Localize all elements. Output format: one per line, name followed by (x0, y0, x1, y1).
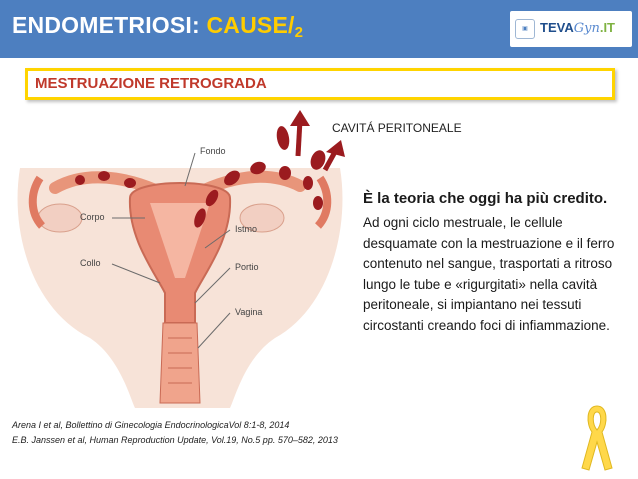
vagina (160, 323, 200, 403)
logo-mark-icon: ▣ (515, 19, 535, 39)
uterus-diagram (0, 108, 370, 408)
logo-script: Gyn (573, 21, 600, 36)
section-title: MESTRUAZIONE RETROGRADA (35, 75, 267, 92)
logo-suffix: .IT (599, 20, 615, 35)
cavity-label: CAVITÁ PERITONEALE (332, 121, 462, 135)
title-prefix: ENDOMETRIOSI: (12, 12, 207, 38)
explanation-heading: È la teoria che oggi ha più credito. (363, 190, 608, 207)
explanation-text (363, 188, 625, 336)
label-collo: Collo (80, 258, 101, 268)
blood-drop (124, 178, 136, 188)
yellow-ribbon-icon (578, 402, 616, 474)
header-bar (0, 0, 638, 58)
blood-drop (75, 175, 85, 185)
tevagyn-logo[interactable] (510, 11, 632, 47)
left-ovary (38, 204, 82, 232)
title-cause (206, 12, 304, 41)
retrograde-arrow-left-head (290, 110, 310, 126)
retrograde-arrow-right-head (326, 140, 345, 157)
page-title (12, 12, 303, 41)
reference-1: Arena I et al, Bollettino di Ginecologia EndocrinologicaVol 8:1-8, 2014 (12, 420, 290, 430)
title-subscript: 2 (294, 24, 304, 41)
blood-drop (98, 171, 110, 181)
label-istmo: Istmo (235, 224, 258, 234)
label-vagina: Vagina (235, 307, 263, 317)
blood-drop (313, 196, 323, 210)
blood-drop (303, 176, 313, 190)
logo-brand: TEVA (540, 20, 574, 35)
label-corpo: Corpo (80, 212, 105, 222)
logo-text (540, 20, 615, 36)
label-fondo: Fondo (200, 146, 226, 156)
blood-drop (275, 125, 291, 151)
label-portio: Portio (235, 262, 259, 272)
explanation-body: Ad ogni ciclo mestruale, le cellule desquamate con la mestruazione e il ferro contenuto nel sangue, trasportati a ritroso lungo le tube e «rigurgitati» nella cavità peritoneale, si impiantano nei tessuti circostanti creando foci di infiammazione. (363, 215, 615, 333)
section-title-box (25, 68, 615, 100)
blood-drop (279, 166, 291, 180)
reference-2: E.B. Janssen et al, Human Reproduction Update, Vol.19, No.5 pp. 570–582, 2013 (12, 435, 338, 445)
title-cause-text: CAUSE/ (206, 12, 295, 38)
references (12, 418, 338, 448)
